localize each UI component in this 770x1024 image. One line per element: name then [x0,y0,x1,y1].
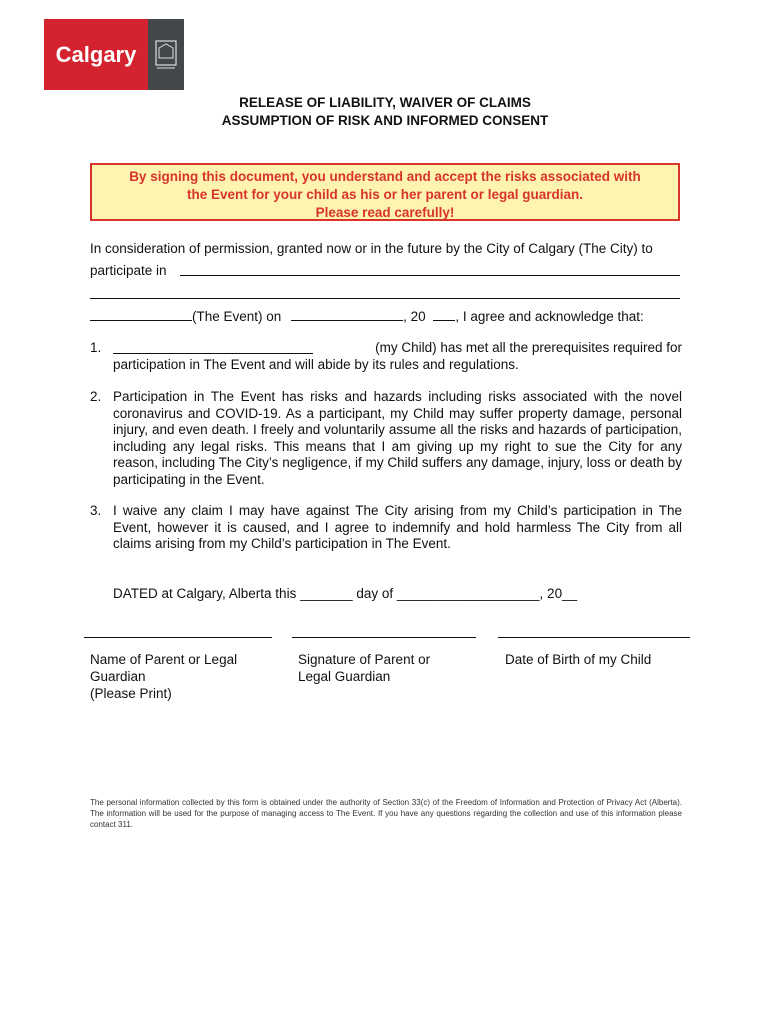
parent-name-label-line-3: (Please Print) [90,686,172,701]
parent-name-label [90,651,237,702]
item-number: 3. [90,503,102,518]
list-item-2 [90,389,682,488]
parent-name-label-line-1: Name of Parent or Legal [90,652,238,667]
year-field[interactable] [433,307,455,321]
agree-text: , I agree and acknowledge that: [455,309,644,324]
participate-field-line-2[interactable] [90,285,680,299]
intro-line-1: In consideration of permission, granted now or in the future by the City of Calgary (The City) to [90,241,653,256]
signature-label-line-1: Signature of Parent or [298,652,431,667]
calgary-logo [44,19,184,90]
parent-name-field[interactable] [84,637,272,638]
logo-wordmark: Calgary [44,19,148,90]
warning-notice [90,163,680,221]
title-line-2: ASSUMPTION OF RISK AND INFORMED CONSENT [221,113,549,128]
privacy-notice: The personal information collected by this form is obtained under the authority of Section 33(c) of the Freedom of Information and Protection of Privacy Act (Alberta). The information will be used for the purpose of managing access to The Event. If you have any questions regarding the collection and use of this information please contact 311. [90,798,682,829]
notice-line-2: the Event for your child as his or her parent or legal guardian. [186,187,584,202]
event-row [90,307,682,325]
participate-field[interactable] [180,262,680,276]
item-number: 2. [90,389,102,404]
item-number: 1. [90,340,102,355]
parent-name-label-line-2: Guardian [90,669,146,684]
notice-line-3: Please read carefully! [315,205,455,220]
event-name-field[interactable] [90,307,192,321]
dated-line: DATED at Calgary, Alberta this _______ day of ___________________, 20__ [113,586,578,601]
signature-field[interactable] [292,637,476,638]
signature-label [298,651,430,685]
event-label: (The Event) on [192,309,282,324]
dob-label: Date of Birth of my Child [505,652,652,667]
notice-line-1: By signing this document, you understand and accept the risks associated with [129,169,641,184]
child-name-field[interactable] [113,340,313,354]
signature-label-line-2: Legal Guardian [298,669,391,684]
event-date-field[interactable] [291,307,403,321]
item-3-text: I waive any claim I may have against The City arising from my Child’s participation in The Event, however it is caused, and I agree to indemnify and hold harmless The City from all claims arising from my Child’s participation in The Event. [113,503,682,551]
participate-label: participate in [90,263,167,278]
page-title [0,94,770,130]
list-item-3 [90,503,682,553]
year-prefix: , 20 [403,309,426,324]
crest-icon [148,19,184,90]
title-line-1: RELEASE OF LIABILITY, WAIVER OF CLAIMS [239,95,531,110]
item-1-text: participation in The Event and will abide by its rules and regulations. [113,356,519,372]
dob-field[interactable] [498,637,690,638]
item-2-text: Participation in The Event has risks and hazards including risks associated with the novel coronavirus and COVID-19. As a participant, my Child may suffer property damage, personal injury, and even death. I freely and voluntarily assume all the risks and hazards of participation, including any legal risks. This means that I am giving up my right to sue the City for any reason, including The City’s negligence, if my Child suffers any damage, injury, loss or death by participating in the Event. [113,389,682,487]
list-item-1 [90,340,682,373]
child-label: (my Child) has met all the prerequisites required for [375,340,682,355]
